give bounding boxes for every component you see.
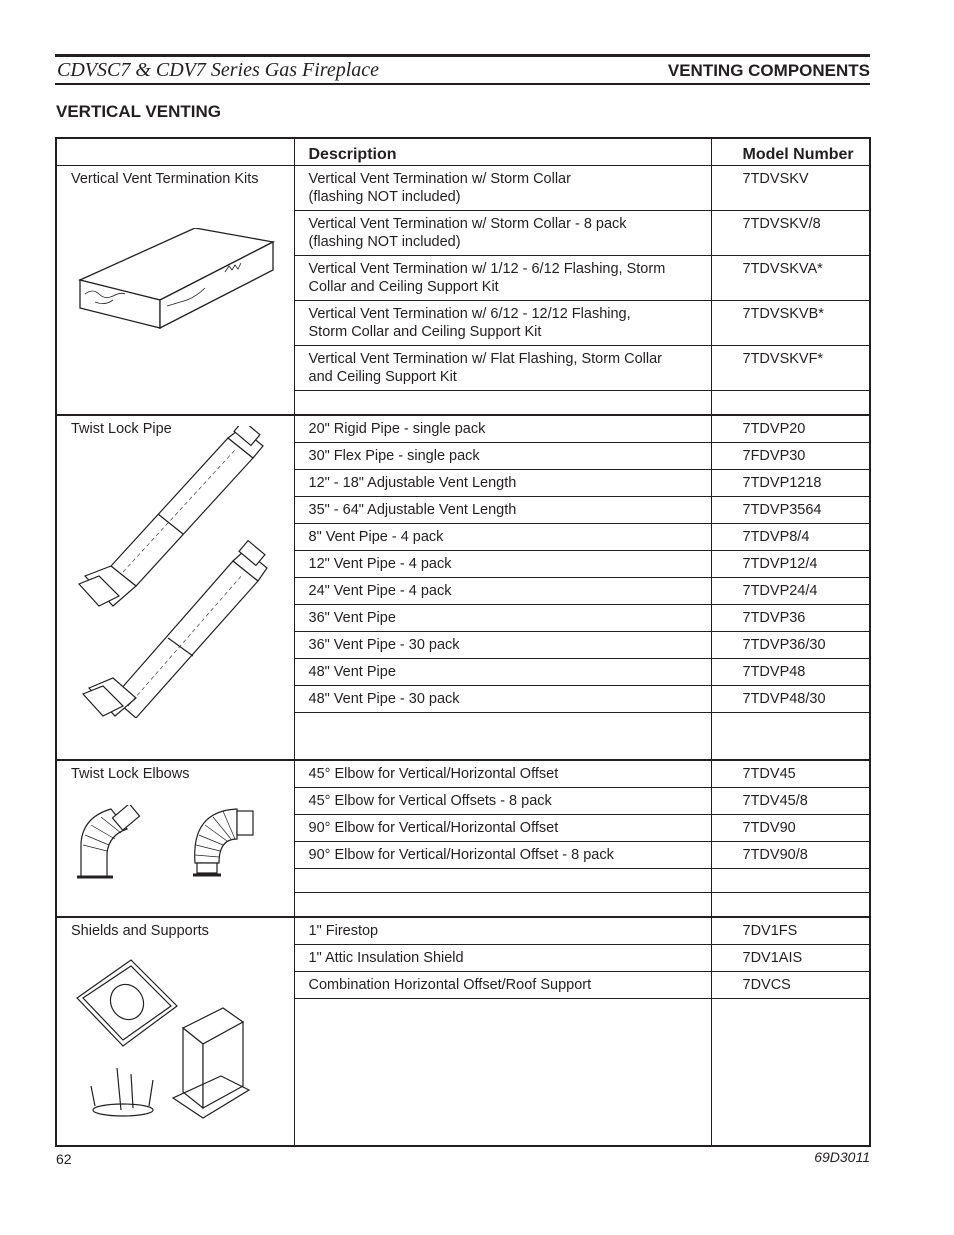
model-cell-empty [711, 998, 870, 1146]
model-cell: 7TDVP1218 [711, 469, 870, 496]
model-cell-empty [711, 893, 870, 917]
elbow-90-illustration [185, 801, 265, 881]
model-cell: 7TDVSKV [711, 166, 870, 211]
table-row [56, 415, 870, 443]
description-cell: 48" Vent Pipe - 30 pack [294, 685, 711, 712]
model-cell: 7TDVP24/4 [711, 577, 870, 604]
model-cell-empty [711, 391, 870, 415]
table-header-row [56, 138, 870, 166]
model-cell-empty [711, 869, 870, 893]
description-cell: 48" Vent Pipe [294, 658, 711, 685]
model-cell: 7TDVP3564 [711, 496, 870, 523]
table-row [56, 166, 870, 211]
model-cell: 7TDV45 [711, 760, 870, 788]
model-cell: 7TDVSKVA* [711, 256, 870, 301]
description-cell: Vertical Vent Termination w/ Storm Collar - 8 pack (flashing NOT included) [294, 211, 711, 256]
table-row [56, 917, 870, 945]
description-cell: 12" Vent Pipe - 4 pack [294, 550, 711, 577]
description-cell-empty [294, 712, 711, 760]
category-label: Twist Lock Elbows [71, 766, 190, 782]
description-cell: Vertical Vent Termination w/ Flat Flashing, Storm Collar and Ceiling Support Kit [294, 346, 711, 391]
model-cell: 7TDVP36/30 [711, 631, 870, 658]
description-cell: Vertical Vent Termination w/ 1/12 - 6/12 Flashing, Storm Collar and Ceiling Support Kit [294, 256, 711, 301]
description-cell: 45° Elbow for Vertical Offsets - 8 pack [294, 788, 711, 815]
description-cell-empty [294, 998, 711, 1146]
twist-lock-pipe-illustration [73, 426, 273, 718]
description-cell-empty [294, 893, 711, 917]
model-cell: 7TDVSKVF* [711, 346, 870, 391]
model-cell: 7TDVP48 [711, 658, 870, 685]
model-cell: 7TDVSKV/8 [711, 211, 870, 256]
model-cell: 7TDVP12/4 [711, 550, 870, 577]
category-label: Twist Lock Pipe [71, 420, 172, 437]
description-cell: 90° Elbow for Vertical/Horizontal Offset - 8 pack [294, 842, 711, 869]
venting-components-table [55, 137, 871, 1147]
category-cell-shields-supports [56, 917, 294, 1147]
model-cell: 7TDVP48/30 [711, 685, 870, 712]
model-cell: 7DVCS [711, 971, 870, 998]
elbow-45-illustration [75, 805, 159, 879]
table-row [56, 760, 870, 788]
model-cell: 7TDV90 [711, 815, 870, 842]
model-cell: 7TDVP8/4 [711, 523, 870, 550]
description-cell: Vertical Vent Termination w/ 6/12 - 12/12 Flashing, Storm Collar and Ceiling Support Kit [294, 301, 711, 346]
description-cell: 12" - 18" Adjustable Vent Length [294, 469, 711, 496]
description-cell-empty [294, 869, 711, 893]
model-cell: 7TDVP20 [711, 415, 870, 443]
header-category-cell [56, 138, 294, 166]
description-cell: Combination Horizontal Offset/Roof Support [294, 971, 711, 998]
shields-supports-illustration [73, 958, 273, 1128]
header-model-number: Model Number [711, 138, 870, 166]
description-cell: 1" Firestop [294, 917, 711, 945]
model-cell: 7TDV90/8 [711, 842, 870, 869]
page-number: 62 [56, 1151, 72, 1167]
header-rule-bottom [55, 83, 870, 85]
description-cell: 1" Attic Insulation Shield [294, 944, 711, 971]
model-cell: 7TDVP36 [711, 604, 870, 631]
category-label: Vertical Vent Termination Kits [71, 171, 259, 187]
description-cell-empty [294, 391, 711, 415]
description-cell: 8" Vent Pipe - 4 pack [294, 523, 711, 550]
category-cell-termination-kits [56, 166, 294, 415]
model-cell: 7DV1AIS [711, 944, 870, 971]
model-cell: 7TDV45/8 [711, 788, 870, 815]
model-cell-empty [711, 712, 870, 760]
description-cell: 30" Flex Pipe - single pack [294, 442, 711, 469]
document-number: 69D3011 [814, 1149, 870, 1165]
document-title: CDVSC7 & CDV7 Series Gas Fireplace [57, 59, 380, 81]
header-rule-top [55, 54, 870, 57]
category-cell-twist-lock-pipe [56, 415, 294, 761]
model-cell: 7TDVSKVB* [711, 301, 870, 346]
page-title: VERTICAL VENTING [56, 102, 221, 121]
category-label: Shields and Supports [71, 922, 209, 939]
category-cell-twist-lock-elbows [56, 760, 294, 917]
description-cell: 24" Vent Pipe - 4 pack [294, 577, 711, 604]
description-cell: 45° Elbow for Vertical/Horizontal Offset [294, 760, 711, 788]
description-cell: 20" Rigid Pipe - single pack [294, 415, 711, 443]
description-cell: 36" Vent Pipe - 30 pack [294, 631, 711, 658]
section-heading: VENTING COMPONENTS [667, 61, 870, 80]
description-cell: 36" Vent Pipe [294, 604, 711, 631]
model-cell: 7DV1FS [711, 917, 870, 945]
termination-kit-box-illustration [75, 228, 275, 338]
header-description: Description [294, 138, 711, 166]
model-cell: 7FDVP30 [711, 442, 870, 469]
description-cell: 35" - 64" Adjustable Vent Length [294, 496, 711, 523]
description-cell: Vertical Vent Termination w/ Storm Collar (flashing NOT included) [294, 166, 711, 211]
description-cell: 90° Elbow for Vertical/Horizontal Offset [294, 815, 711, 842]
